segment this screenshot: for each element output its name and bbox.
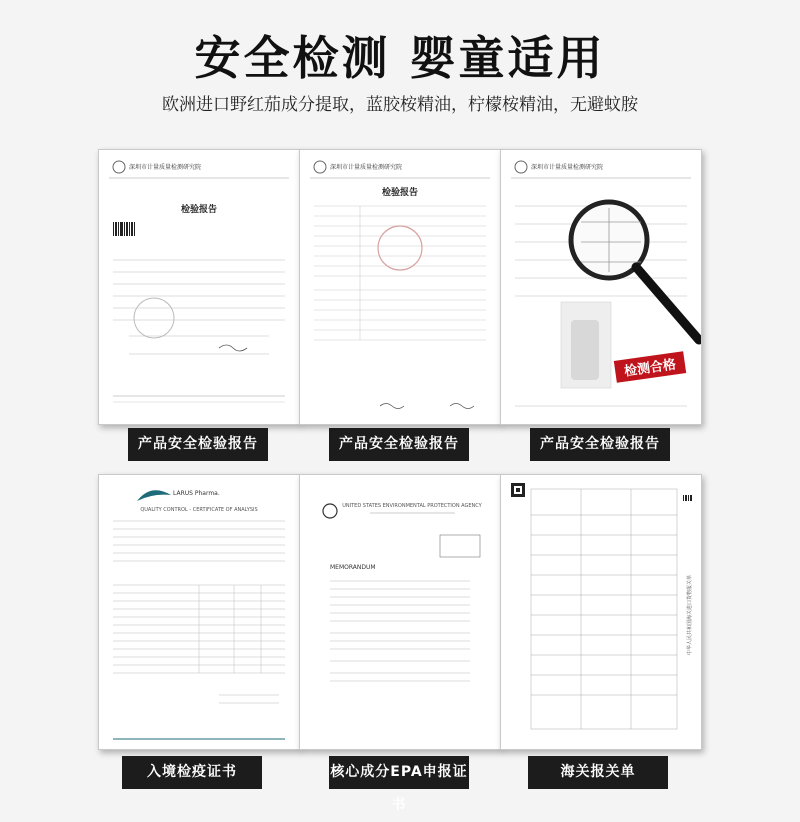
report-label-5: 核心成分EPA申报证书 [329,756,469,789]
page-title: 安全检测 婴童适用 [194,31,606,85]
qr-code-icon [511,483,525,497]
report-card-6[interactable] [500,474,702,750]
report-card-4[interactable] [98,474,300,750]
pass-badge-text: 检测合格 [623,357,678,380]
institute-name: 深圳市计量质量检测研究院 [129,164,202,171]
report-document-3 [501,150,701,424]
larus-bird-logo [137,490,171,501]
report-card-1[interactable] [98,149,300,425]
doc-title: 检验报告 [381,188,419,198]
report-card-5[interactable] [299,474,501,750]
doc-title: 中华人民共和国海关进口货物报关单 [687,574,693,656]
barcode-icon [683,495,692,501]
pass-badge [614,351,686,383]
report-document-6 [501,475,701,749]
report-document-1 [99,150,299,424]
report-label-6: 海关报关单 [528,756,668,789]
company-name: LARUS Pharma. [173,490,220,497]
agency-name: UNITED STATES ENVIRONMENTAL PROTECTION AGENCY [342,503,482,509]
report-card-2[interactable] [299,149,501,425]
report-label-1: 产品安全检验报告 [128,428,268,461]
doc-title: QUALITY CONTROL - CERTIFICATE OF ANALYSIS [140,507,258,513]
handwritten-note [440,535,480,557]
report-label-2: 产品安全检验报告 [329,428,469,461]
report-document-5 [300,475,500,749]
institute-name: 深圳市计量质量检测研究院 [330,164,403,171]
doc-title: MEMORANDUM [330,564,376,571]
doc-title: 检验报告 [180,205,218,215]
report-label-3: 产品安全检验报告 [530,428,670,461]
page-subtitle: 欧洲进口野红茄成分提取，蓝胶桉精油，柠檬桉精油，无避蚊胺 [162,95,638,115]
report-card-3[interactable] [500,149,702,425]
report-label-4: 入境检疫证书 [122,756,262,789]
report-document-4 [99,475,299,749]
report-document-2 [300,150,500,424]
epa-seal-icon [323,504,337,518]
institute-name: 深圳市计量质量检测研究院 [531,164,604,171]
